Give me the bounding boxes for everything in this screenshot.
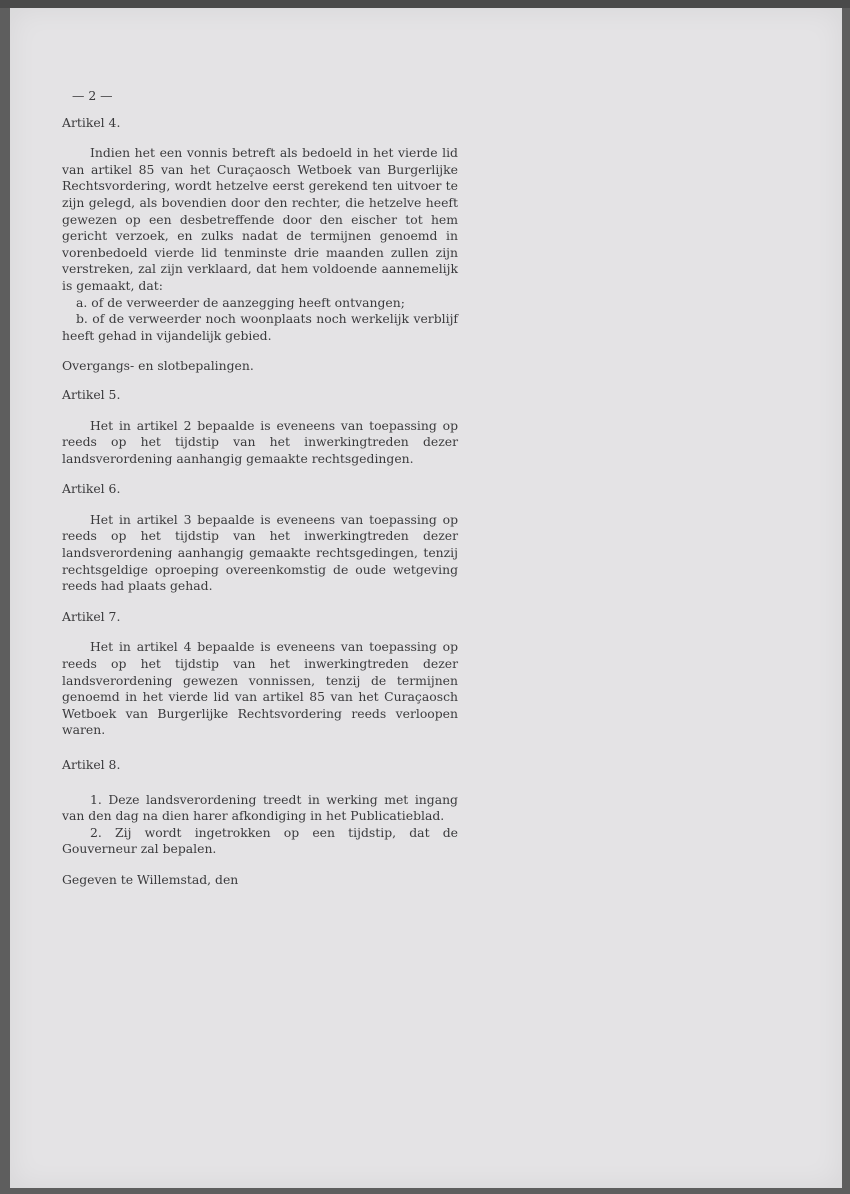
page-number: — 2 — xyxy=(72,88,113,103)
scan-border xyxy=(0,0,850,8)
article-7-heading: Artikel 7. xyxy=(62,608,121,624)
article-4-heading: Artikel 4. xyxy=(62,114,121,130)
article-8-heading: Artikel 8. xyxy=(62,757,121,772)
article-5-text: Het in artikel 2 bepaalde is eveneens van toepassing op reeds op het tijdstip van het inwerkingtreden dezer landsverordening aanhangig gemaakte rechtsgedingen. xyxy=(62,417,458,466)
article-4-item-b: b. of de verweerder noch woonplaats noch werkelijk verblijf heeft gehad in vijandelijk gebied. xyxy=(62,311,458,343)
article-8-item-1: 1. Deze landsverordening treedt in werking met ingang van den dag na dien harer afkondiging in het Publicatieblad. xyxy=(62,791,458,824)
article-5-heading: Artikel 5. xyxy=(62,386,121,402)
article-6-heading: Artikel 6. xyxy=(62,481,121,497)
article-4-item-a: a. of de verweerder de aanzegging heeft ontvangen; xyxy=(76,294,405,310)
article-4-text: Indien het een vonnis betreft als bedoeld in het vierde lid van artikel 85 van het Curaçaosch Wetboek van Burgerlijke Rechtsvordering, wordt hetzelve eerst gerekend ten uitvoer te zijn gelegd, als bovendien door den rechter, die hetzelve heeft gewezen op een desbetreffende door den eischer tot hem gericht verzoek, en zulks nadat de termijnen genoemd in vorenbedoeld vierde lid tenminste drie maanden zullen zijn verstreken, zal zijn verklaard, dat hem voldoende aannemelijk is gemaakt, dat: xyxy=(62,145,458,293)
article-6-text: Het in artikel 3 bepaalde is eveneens van toepassing op reeds op het tijdstip van het inwerkingtreden dezer landsverordening aanhangig gemaakte rechtsgedingen, tenzij rechtsgeldige oproeping overeenkomstig de oude wetgeving reeds had plaats gehad. xyxy=(62,511,458,594)
section-title: Overgangs- en slotbepalingen. xyxy=(62,358,254,374)
closing-line: Gegeven te Willemstad, den xyxy=(62,871,239,887)
article-7-text: Het in artikel 4 bepaalde is eveneens van toepassing op reeds op het tijdstip van het inwerkingtreden dezer landsverordening gewezen vonnissen, tenzij de termijnen genoemd in het vierde lid van artikel 85 van het Curaçaosch Wetboek van Burgerlijke Rechtsvordering reeds verloopen waren. xyxy=(62,639,458,738)
article-8-item-2: 2. Zij wordt ingetrokken op een tijdstip, dat de Gouverneur zal bepalen. xyxy=(62,824,458,857)
document-body xyxy=(62,88,458,889)
